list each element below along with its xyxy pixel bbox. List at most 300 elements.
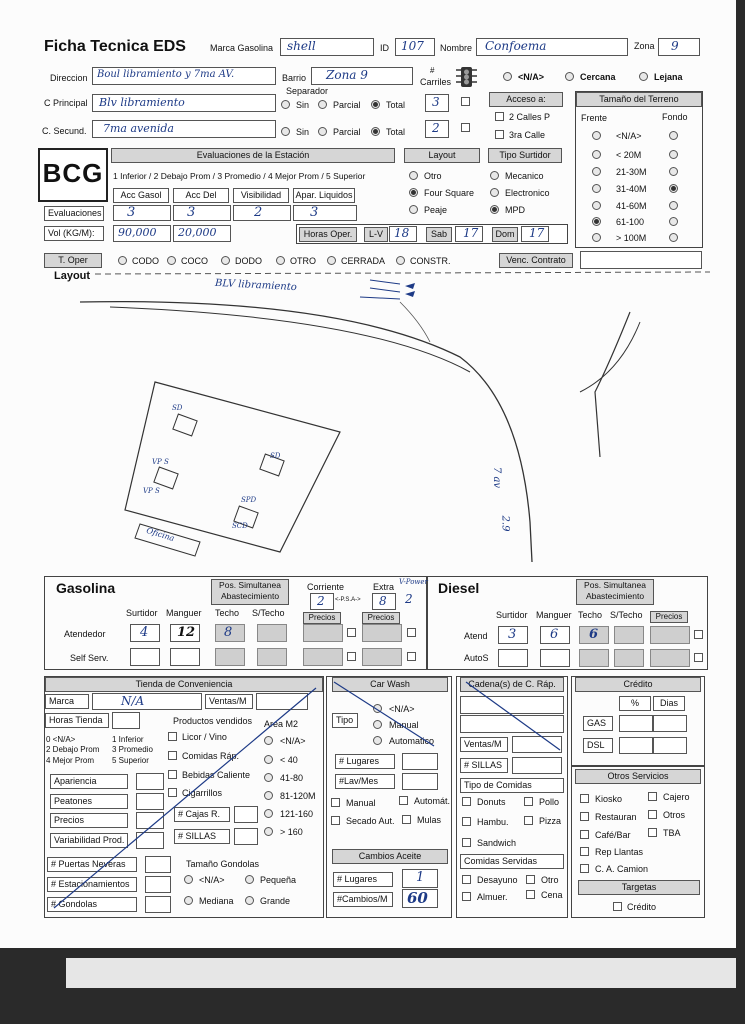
area-option-label: > 160: [280, 827, 303, 837]
evaluaciones-header: Evaluaciones de la Estación: [111, 148, 395, 163]
otros-panel: [571, 766, 705, 918]
terreno-fondo-label: Fondo: [662, 112, 688, 122]
surtidor-header: Tipo Surtidor: [488, 148, 562, 163]
credito-gas-dias[interactable]: [653, 715, 687, 732]
dsl-col-stecho: S/Techo: [610, 610, 643, 620]
gas-self-stecho[interactable]: [257, 648, 287, 666]
sketch-title: Layout: [54, 270, 91, 282]
terreno-header: Tamaño del Terreno: [576, 92, 702, 107]
serv-desayuno-check[interactable]: [462, 875, 471, 884]
layout-peaje-label: Peaje: [424, 205, 448, 215]
prod-cigarrillos-label: Cigarrillos: [182, 788, 223, 798]
surtidor-mpd-label: MPD: [505, 205, 525, 215]
diesel-title: Diesel: [438, 580, 480, 596]
surtidor-mecanico-label: Mecanico: [505, 171, 544, 181]
tienda-header: Tienda de Conveniencia: [45, 677, 323, 692]
gas-precio-1-check[interactable]: [347, 628, 356, 637]
carwash-mulas-label: Mulas: [417, 815, 442, 825]
carwash-secado-label: Secado Aut.: [346, 816, 395, 826]
tipo-sandwich-check[interactable]: [462, 838, 471, 847]
zona-field[interactable]: 9: [658, 38, 700, 56]
gasolina-psa: <-P.S.A->: [335, 597, 361, 603]
gasolina-corriente-field[interactable]: 2: [310, 593, 334, 610]
credito-pct-label: %: [619, 696, 651, 711]
targetas-header: Targetas: [578, 880, 700, 895]
toper-option-label: DODO: [235, 256, 262, 266]
otros-item-check[interactable]: [580, 812, 589, 821]
area-option-label: 41-80: [280, 773, 304, 783]
gas-self-precio-1-check[interactable]: [347, 652, 356, 661]
serv-almuer-check[interactable]: [462, 892, 471, 901]
sep-principal-total-label: Total: [386, 100, 406, 110]
toper-option-label: OTRO: [290, 256, 316, 266]
serv-otro-label: Otro: [541, 875, 559, 885]
dom-label: Dom: [492, 227, 518, 242]
toper-option-label: COCO: [181, 256, 208, 266]
sketch-island6: SCD: [232, 522, 248, 530]
sketch-oficina: Oficina: [145, 525, 176, 544]
vol-field-1[interactable]: 90,000: [113, 225, 171, 242]
cadena-ventas-label: Ventas/M: [460, 737, 508, 752]
id-label: ID: [380, 43, 389, 53]
eval-acc-del[interactable]: 3: [173, 205, 231, 221]
gasolina-extra-label: Extra: [373, 582, 395, 592]
terreno-option-label: > 100M: [616, 233, 647, 243]
terreno-frente-radio[interactable]: [592, 184, 601, 193]
credito-gas-pct[interactable]: [619, 715, 653, 732]
dsl-autos-label: AutoS: [464, 653, 489, 663]
area-option-radio[interactable]: [264, 755, 273, 764]
carwash-lavmes-label: #Lav/Mes: [335, 774, 395, 789]
col-acc-gasol: Acc Gasol: [113, 188, 169, 203]
toper-option-radio[interactable]: [396, 256, 405, 265]
dom-field[interactable]: 17: [521, 226, 549, 242]
serv-cena-label: Cena: [541, 890, 563, 900]
terreno-fondo-radio[interactable]: [669, 131, 678, 140]
surtidor-mpd-radio[interactable]: [490, 205, 499, 214]
layout-otro-radio[interactable]: [409, 171, 418, 180]
toper-option-label: CERRADA: [341, 256, 386, 266]
cadena-sillas-field[interactable]: [512, 757, 562, 774]
credito-dsl-pct[interactable]: [619, 737, 653, 754]
otros-item-check[interactable]: [648, 792, 657, 801]
carwash-lugares-label: # Lugares: [335, 754, 395, 769]
otros-item-check[interactable]: [580, 847, 589, 856]
acceso-2calles-label: 2 Calles P: [509, 112, 551, 122]
tipo-hambu-label: Hambu.: [477, 817, 509, 827]
area-option-radio[interactable]: [264, 791, 273, 800]
otros-item-label: Café/Bar: [595, 830, 631, 840]
evaluaciones-row-label: Evaluaciones: [44, 206, 104, 221]
sketch-road1: BLV libramiento: [214, 277, 298, 294]
serv-desayuno-label: Desayuno: [477, 875, 518, 885]
gas-col-stecho: S/Techo: [252, 608, 285, 618]
dsl-autos-manguer[interactable]: [540, 649, 570, 667]
gas-precio-2-check[interactable]: [407, 628, 416, 637]
prod-licor-label: Licor / Vino: [182, 732, 227, 742]
eval-acc-gasol[interactable]: 3: [113, 205, 171, 221]
gond-na-label: <N/A>: [199, 875, 225, 885]
carwash-mulas-check[interactable]: [402, 815, 411, 824]
csecund-field[interactable]: 7ma avenida: [92, 120, 276, 138]
cadena-strikethrough: [456, 676, 566, 756]
tienda-apariencia-label: Apariencia: [50, 774, 128, 789]
diesel-pos-sim: Pos. Simultanea Abastecimiento: [576, 579, 654, 605]
carwash-tipo-label: Tipo: [332, 713, 358, 728]
form-title: Ficha Tecnica EDS: [44, 38, 186, 55]
otros-item-check[interactable]: [648, 828, 657, 837]
marca-field[interactable]: shell: [280, 38, 374, 56]
tienda-horas-label: Horas Tienda: [45, 713, 109, 728]
carwash-secado-check[interactable]: [331, 816, 340, 825]
otros-item-check[interactable]: [580, 864, 589, 873]
terreno-fondo-radio[interactable]: [669, 150, 678, 159]
sab-field[interactable]: 17: [455, 226, 483, 242]
terreno-frente-radio[interactable]: [592, 131, 601, 140]
area-option-radio[interactable]: [264, 809, 273, 818]
scale-3: 3 Promedio: [112, 745, 153, 754]
proximity-na-radio[interactable]: [503, 72, 512, 81]
layout-four-square-radio[interactable]: [409, 188, 418, 197]
sep-secund-total-radio[interactable]: [371, 127, 380, 136]
gas-self-surtidor[interactable]: [130, 648, 160, 666]
tipo-hambu-check[interactable]: [462, 817, 471, 826]
acceso-header: Acceso a:: [489, 92, 563, 107]
sep-principal-parcial-radio[interactable]: [318, 100, 327, 109]
gasolina-vpower-value: 2: [405, 592, 413, 606]
dsl-precios: Precios: [650, 611, 688, 623]
gas-precio-1-atend[interactable]: [303, 624, 343, 642]
serv-otro-check[interactable]: [526, 875, 535, 884]
bcg-logo: BCG: [38, 148, 108, 202]
terreno-frente-radio[interactable]: [592, 167, 601, 176]
layout-four-square-label: Four Square: [424, 188, 475, 198]
dsl-col-manguer: Manguer: [536, 610, 572, 620]
eval-visibilidad[interactable]: 2: [233, 205, 291, 221]
separador-label: Separador: [286, 86, 329, 96]
gond-mediana-label: Mediana: [199, 896, 234, 906]
dsl-manguer-field[interactable]: 6: [540, 626, 570, 644]
surtidor-electronico-radio[interactable]: [490, 188, 499, 197]
gas-self-precio-1[interactable]: [303, 648, 343, 666]
col-acc-del: Acc Del: [173, 188, 229, 203]
gasolina-extra-field[interactable]: 8: [372, 593, 396, 610]
carriles-principal-field[interactable]: 3: [425, 94, 449, 112]
carriles-secund-field[interactable]: 2: [425, 120, 449, 138]
vol-field-2[interactable]: 20,000: [173, 225, 231, 242]
col-visibilidad: Visibilidad: [233, 188, 289, 203]
carwash-na-label: <N/A>: [389, 704, 415, 714]
toper-option-radio[interactable]: [221, 256, 230, 265]
targetas-credito-label: Crédito: [627, 902, 657, 912]
terreno-option-label: < 20M: [616, 150, 642, 160]
scale-4: 4 Mejor Prom: [46, 756, 95, 765]
toper-option-radio[interactable]: [167, 256, 176, 265]
proximity-cercana-label: Cercana: [580, 72, 616, 82]
tienda-marca-label: Marca: [45, 694, 89, 709]
lv-field[interactable]: 18: [389, 226, 417, 242]
sep-secund-parcial-label: Parcial: [333, 127, 361, 137]
terreno-frente-radio[interactable]: [592, 150, 601, 159]
scale-0: 0 <N/A>: [46, 735, 76, 744]
gas-precios-2: Precios: [362, 612, 400, 624]
otros-header: Otros Servicios: [575, 769, 701, 784]
gas-col-surtidor: Surtidor: [126, 608, 158, 618]
gond-grande-label: Grande: [260, 896, 291, 906]
sep-principal-total-radio[interactable]: [371, 100, 380, 109]
horas-oper-label: Horas Oper.: [299, 227, 357, 242]
marca-label: Marca Gasolina: [210, 43, 274, 53]
scale-2: 2 Debajo Prom: [46, 745, 100, 754]
terreno-option-label: 41-60M: [616, 201, 647, 211]
dsl-precio-atend[interactable]: [650, 626, 690, 644]
toper-option-radio[interactable]: [118, 256, 127, 265]
gas-precio-2-atend[interactable]: [362, 624, 402, 642]
carriles-secund-check[interactable]: [461, 123, 470, 132]
otros-item-label: Kiosko: [595, 794, 623, 804]
nombre-label: Nombre: [440, 43, 473, 53]
gas-self-precio-2[interactable]: [362, 648, 402, 666]
carwash-header: Car Wash: [332, 677, 448, 692]
toper-label: T. Oper: [44, 253, 102, 268]
gas-self-precio-2-check[interactable]: [407, 652, 416, 661]
dsl-autos-stecho[interactable]: [614, 649, 644, 667]
col-apar-liquidos: Apar. Liquidos: [293, 188, 355, 203]
gas-col-manguer: Manguer: [166, 608, 202, 618]
proximity-cercana-radio[interactable]: [565, 72, 574, 81]
gas-self-label: Self Serv.: [70, 653, 109, 663]
otros-item-label: Otros: [663, 810, 686, 820]
carwash-strikethrough: [326, 676, 450, 756]
sep-secund-parcial-radio[interactable]: [318, 127, 327, 136]
tam-gondolas-label: Tamaño Gondolas: [186, 859, 260, 869]
sep-secund-sin-label: Sin: [296, 127, 310, 137]
terreno-fondo-radio[interactable]: [669, 167, 678, 176]
otros-item-check[interactable]: [580, 830, 589, 839]
sab-label: Sab: [426, 227, 452, 242]
tienda-peatones-label: Peatones: [50, 794, 128, 809]
terreno-fondo-radio[interactable]: [669, 201, 678, 210]
proximity-lejana-radio[interactable]: [639, 72, 648, 81]
cprincipal-field[interactable]: Blv libramiento: [92, 94, 276, 112]
otros-item-label: Cajero: [663, 792, 690, 802]
sketch-island1: SD: [172, 404, 183, 412]
acceso-3ra-label: 3ra Calle: [509, 130, 546, 140]
acceso-3ra-check[interactable]: [495, 130, 504, 139]
tienda-cajas-label: # Cajas R.: [174, 807, 230, 822]
terreno-fondo-radio[interactable]: [669, 233, 678, 242]
dsl-autos-techo[interactable]: [579, 649, 609, 667]
carwash-automat-check[interactable]: [399, 796, 408, 805]
layout-sketch: [40, 262, 720, 582]
tienda-gondolas-label: # Gondolas: [47, 897, 137, 912]
credito-gas-label: GAS: [583, 716, 613, 731]
barrio-field[interactable]: Zona 9: [311, 67, 413, 85]
tienda-ventas-label: Ventas/M: [205, 694, 253, 709]
carwash-lavmes-field[interactable]: [402, 773, 438, 790]
toper-option-radio[interactable]: [276, 256, 285, 265]
carriles-hash: #: [430, 66, 435, 75]
sketch-island5: SPD: [241, 496, 257, 504]
proximity-na-label: <N/A>: [518, 72, 545, 82]
cambios-lugares-label: # Lugares: [333, 872, 393, 887]
csecund-label: C. Secund.: [42, 126, 87, 136]
gasolina-pos-sim: Pos. Simultanea Abastecimiento: [211, 579, 289, 605]
layout-peaje-radio[interactable]: [409, 205, 418, 214]
credito-dsl-dias[interactable]: [653, 737, 687, 754]
dsl-atend-label: Atend: [464, 631, 488, 641]
carwash-auto-label: Automatico: [389, 736, 435, 746]
tipo-donuts-check[interactable]: [462, 797, 471, 806]
credito-dias-label: Dias: [653, 696, 685, 711]
tipo-pizza-check[interactable]: [524, 816, 533, 825]
direccion-field[interactable]: Boul libramiento y 7ma AV.: [92, 67, 276, 85]
serv-almuer-label: Almuer.: [477, 892, 508, 902]
acceso-2calles-check[interactable]: [495, 112, 504, 121]
area-option-radio[interactable]: [264, 827, 273, 836]
otros-item-label: C. A. Camion: [595, 864, 649, 874]
proximity-lejana-label: Lejana: [654, 72, 683, 82]
terreno-fondo-radio[interactable]: [669, 217, 678, 226]
cadena-header: Cadena(s) de C. Ráp.: [460, 677, 564, 692]
terreno-frente-radio[interactable]: [592, 217, 601, 226]
terreno-option-label: 31-40M: [616, 184, 647, 194]
tienda-area-label: Area M2: [264, 719, 299, 729]
gas-atendedor-label: Atendedor: [64, 629, 106, 639]
terreno-fondo-radio[interactable]: [669, 184, 678, 193]
direccion-label: Direccion: [50, 73, 88, 83]
surtidor-mecanico-radio[interactable]: [490, 171, 499, 180]
sep-principal-sin-label: Sin: [296, 100, 310, 110]
tipo-pollo-label: Pollo: [539, 797, 560, 807]
gas-stecho-field[interactable]: [257, 624, 287, 642]
dsl-autos-precio[interactable]: [650, 649, 690, 667]
gasolina-title: Gasolina: [56, 580, 116, 596]
vol-label: Vol (KG/M):: [44, 226, 104, 241]
tienda-puertas-label: # Puertas Neveras: [47, 857, 137, 872]
tipo-pollo-check[interactable]: [524, 797, 533, 806]
terreno-frente-radio[interactable]: [592, 233, 601, 242]
otros-item-label: TBA: [663, 828, 681, 838]
gas-techo-field[interactable]: 8: [215, 624, 245, 642]
cadena-servidas-label: Comidas Servidas: [460, 854, 564, 869]
scan-edge: [66, 958, 736, 988]
carwash-manual-check-label: Manual: [346, 798, 376, 808]
barrio-label: Barrio: [282, 73, 307, 83]
tienda-variabilidad-label: Variabilidad Prod.: [50, 833, 128, 848]
gas-col-techo: Techo: [215, 608, 240, 618]
area-option-label: <N/A>: [280, 736, 306, 746]
nombre-field[interactable]: Confoema: [476, 38, 628, 56]
dsl-col-surtidor: Surtidor: [496, 610, 528, 620]
area-option-radio[interactable]: [264, 736, 273, 745]
dsl-col-techo: Techo: [578, 610, 603, 620]
toper-option-radio[interactable]: [327, 256, 336, 265]
dsl-surtidor-field[interactable]: 3: [498, 626, 528, 644]
id-field[interactable]: 107: [395, 38, 435, 56]
otros-item-check[interactable]: [580, 794, 589, 803]
credito-header: Crédito: [575, 677, 701, 692]
gond-pequena-label: Pequeña: [260, 875, 297, 885]
tienda-productos-label: Productos vendidos: [173, 716, 253, 726]
carwash-automat-check-label: Automát.: [414, 796, 451, 806]
terreno-option-label: 61-100: [616, 217, 645, 227]
sep-principal-parcial-label: Parcial: [333, 100, 361, 110]
otros-item-label: Restauran: [595, 812, 637, 822]
terreno-frente-radio[interactable]: [592, 201, 601, 210]
gas-manguer-field[interactable]: 12: [170, 624, 200, 642]
dsl-autos-precio-check[interactable]: [694, 653, 703, 662]
dsl-autos-surtidor[interactable]: [498, 649, 528, 667]
carwash-manual-check[interactable]: [331, 798, 340, 807]
serv-cena-check[interactable]: [526, 890, 535, 899]
cambios-lugares-field[interactable]: 1: [402, 869, 438, 888]
tipo-donuts-label: Donuts: [477, 797, 506, 807]
tipo-sandwich-label: Sandwich: [477, 838, 517, 848]
area-option-radio[interactable]: [264, 773, 273, 782]
sep-secund-sin-radio[interactable]: [281, 127, 290, 136]
tipo-pizza-label: Pizza: [539, 816, 562, 826]
otros-item-label: Rep Llantas: [595, 847, 644, 857]
gasolina-vpower-label: V-Power: [399, 578, 428, 586]
area-option-label: 81-120M: [280, 791, 316, 801]
tienda-estac-label: # Estacionamientos: [47, 877, 137, 892]
tienda-marca-field[interactable]: N/A: [92, 693, 202, 710]
gas-precios-1: Precios: [303, 612, 341, 624]
toper-option-label: CONSTR.: [410, 256, 451, 266]
credito-dsl-label: DSL: [583, 738, 613, 753]
sketch-island4: VP S: [143, 487, 160, 495]
scale-1: 1 Inferior: [112, 735, 144, 744]
gasolina-corriente-label: Corriente: [307, 582, 345, 592]
tienda-precios-label: Precios: [50, 813, 128, 828]
carriles-principal-check[interactable]: [461, 97, 470, 106]
cadena-tipo-label: Tipo de Comidas: [460, 778, 564, 793]
cambios-cambios-label: #Cambios/M: [333, 892, 393, 907]
sketch-road3: 2.9: [499, 515, 511, 532]
tienda-sillas-label: # SILLAS: [174, 829, 230, 844]
sep-principal-sin-radio[interactable]: [281, 100, 290, 109]
eval-apar-liquidos[interactable]: 3: [293, 205, 357, 221]
gas-self-techo[interactable]: [215, 648, 245, 666]
dsl-stecho-field[interactable]: [614, 626, 644, 644]
area-option-label: 121-160: [280, 809, 314, 819]
scale-5: 5 Superior: [112, 756, 149, 765]
layout-otro-label: Otro: [424, 171, 442, 181]
otros-item-check[interactable]: [648, 810, 657, 819]
carriles-label: Carriles: [420, 77, 452, 87]
prod-bebidas-label: Bebidas Caliente: [182, 770, 251, 780]
dsl-precio-check[interactable]: [694, 630, 703, 639]
traffic-light-icon: [455, 66, 479, 88]
targetas-credito-check[interactable]: [613, 902, 622, 911]
terreno-option-label: 21-30M: [616, 167, 647, 177]
cprincipal-label: C Principal: [44, 98, 88, 108]
cambios-cambios-field[interactable]: 60: [402, 889, 438, 908]
cambios-header: Cambios Aceite: [332, 849, 448, 864]
sketch-road2: 7 av: [491, 466, 503, 489]
dsl-techo-field[interactable]: 6: [579, 626, 609, 644]
sketch-island2: SD: [270, 452, 281, 460]
carwash-manual-label: Manual: [389, 720, 419, 730]
evaluaciones-scale: 1 Inferior / 2 Debajo Prom / 3 Promedio / 4 Mejor Prom / 5 Superior: [113, 171, 366, 181]
prod-comidas-label: Comidas Ráp.: [182, 751, 240, 761]
gas-self-manguer[interactable]: [170, 648, 200, 666]
gas-surtidor-field[interactable]: 4: [130, 624, 160, 642]
toper-option-label: CODO: [132, 256, 159, 266]
terreno-frente-label: Frente: [581, 113, 608, 123]
surtidor-electronico-label: Electronico: [505, 188, 550, 198]
